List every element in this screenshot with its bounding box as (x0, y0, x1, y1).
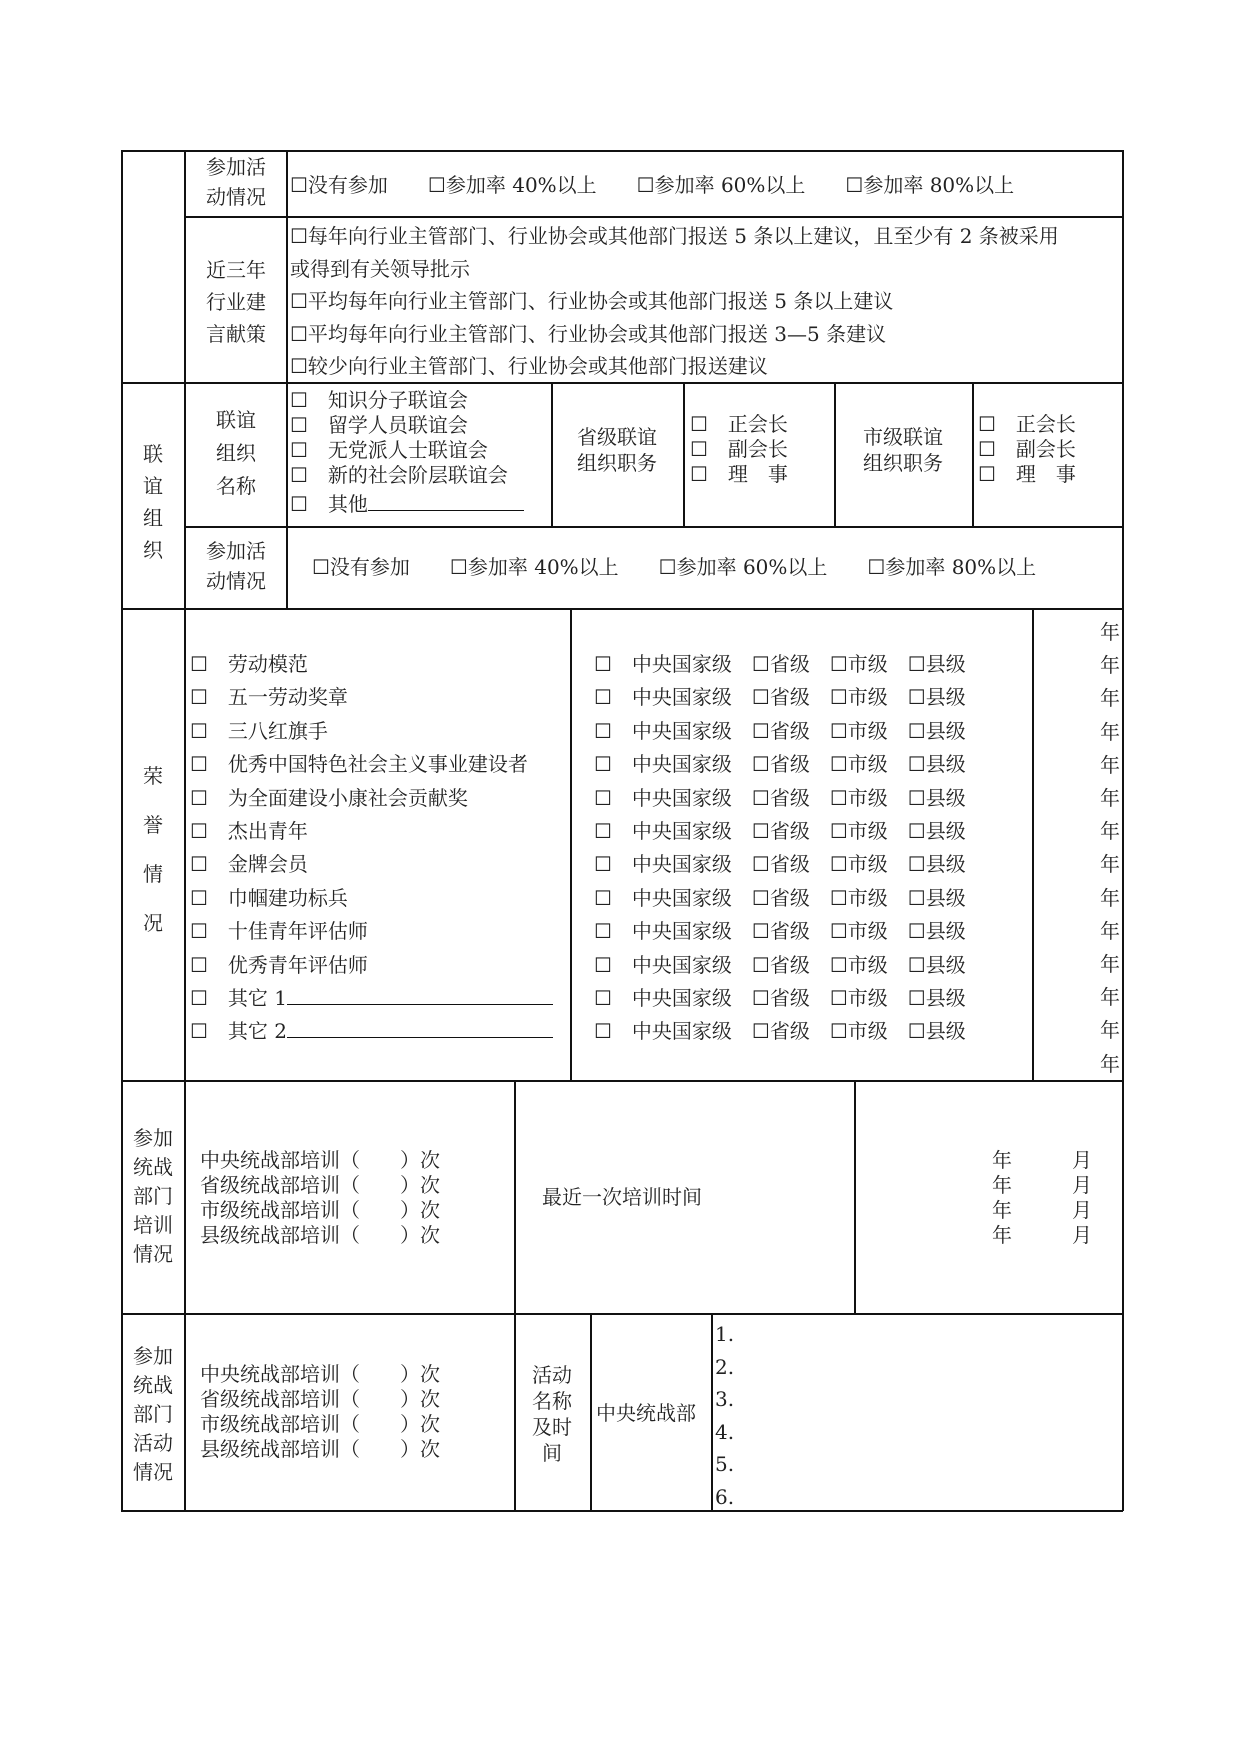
lianyi-activity-label: 参加活 动情况 (206, 539, 266, 593)
sec1-activity-label: 参加活 动情况 (206, 155, 266, 209)
role-option[interactable]: ☐ 副会长 (690, 437, 788, 461)
honor-year-list (1100, 616, 1120, 1081)
honor-level-row[interactable]: ☐ 中央国家级 ☐省级 ☐市级 ☐县级 (594, 919, 966, 944)
advice-option[interactable]: ☐平均每年向行业主管部门、行业协会或其他部门报送 5 条以上建议 (290, 289, 894, 313)
training-date[interactable]: 年 月 (992, 1198, 1092, 1222)
activity-item[interactable]: 4. (715, 1419, 735, 1444)
advice-option[interactable]: ☐平均每年向行业主管部门、行业协会或其他部门报送 3—5 条建议 (290, 321, 887, 346)
org-option-other[interactable]: ☐ 其他 (290, 488, 524, 517)
city-role-options (978, 412, 1076, 487)
training-date-list (992, 1148, 1092, 1248)
honor-level-row[interactable]: ☐ 中央国家级 ☐省级 ☐市级 ☐县级 (594, 652, 966, 676)
lianyi-name-label: 联谊 组织 名称 (216, 408, 256, 498)
honor-item[interactable]: ☐ 三八红旗手 (190, 718, 328, 743)
other-blank[interactable] (287, 982, 553, 1005)
lianyi-org-list (290, 388, 524, 517)
activity-count[interactable]: 市级统战部培训（ ）次 (200, 1412, 440, 1436)
training-date[interactable]: 年 月 (992, 1148, 1092, 1172)
lianyi-activity-options[interactable]: ☐没有参加 ☐参加率 40%以上 ☐参加率 60%以上 ☐参加率 80%以上 (312, 555, 1037, 579)
honor-item[interactable]: ☐ 其它 2 (190, 1015, 553, 1048)
activity-item[interactable]: 5. (715, 1452, 735, 1476)
training-count[interactable]: 中央统战部培训（ ）次 (200, 1148, 440, 1172)
honor-item[interactable]: ☐ 巾帼建功标兵 (190, 885, 348, 910)
city-role-label: 市级联谊 组织职务 (863, 425, 943, 475)
prov-role-label: 省级联谊 组织职务 (577, 425, 657, 475)
prov-role-options (690, 412, 788, 487)
honor-year[interactable]: 年 (1100, 786, 1120, 811)
honor-year[interactable]: 年 (1100, 852, 1120, 877)
honor-level-row[interactable]: ☐ 中央国家级 ☐省级 ☐市级 ☐县级 (594, 718, 966, 743)
training-date[interactable]: 年 月 (992, 1223, 1092, 1247)
activity-count-list (200, 1362, 440, 1462)
honor-item-list (190, 648, 553, 1049)
honor-level-row[interactable]: ☐ 中央国家级 ☐省级 ☐市级 ☐县级 (594, 885, 966, 910)
org-option[interactable]: ☐ 留学人员联谊会 (290, 413, 468, 437)
honor-level-row[interactable]: ☐ 中央国家级 ☐省级 ☐市级 ☐县级 (594, 1019, 966, 1044)
activity-count[interactable]: 省级统战部培训（ ）次 (200, 1387, 440, 1411)
honor-level-row[interactable]: ☐ 中央国家级 ☐省级 ☐市级 ☐县级 (594, 952, 966, 977)
role-option[interactable]: ☐ 理 事 (690, 462, 788, 486)
advice-option-cont: 或得到有关领导批示 (290, 256, 470, 281)
org-option[interactable]: ☐ 新的社会阶层联谊会 (290, 463, 508, 487)
activity-section-label: 参加 统战 部门 活动 情况 (133, 1344, 173, 1484)
honor-item[interactable]: ☐ 杰出青年 (190, 819, 308, 844)
activity-item[interactable]: 1. (715, 1322, 735, 1346)
honor-year[interactable]: 年 (1100, 719, 1120, 744)
role-option[interactable]: ☐ 理 事 (978, 462, 1076, 486)
activity-item[interactable]: 2. (715, 1354, 735, 1379)
sec1-activity-options[interactable]: ☐没有参加 ☐参加率 40%以上 ☐参加率 60%以上 ☐参加率 80%以上 (290, 173, 1015, 197)
honor-level-row[interactable]: ☐ 中央国家级 ☐省级 ☐市级 ☐县级 (594, 852, 966, 877)
recent-training-label: 最近一次培训时间 (542, 1185, 702, 1209)
org-option[interactable]: ☐ 知识分子联谊会 (290, 388, 468, 412)
honor-year[interactable]: 年 (1100, 653, 1120, 678)
honor-level-row[interactable]: ☐ 中央国家级 ☐省级 ☐市级 ☐县级 (594, 785, 966, 810)
role-option[interactable]: ☐ 正会长 (690, 412, 788, 436)
training-count[interactable]: 市级统战部培训（ ）次 (200, 1198, 440, 1222)
honor-item[interactable]: ☐ 五一劳动奖章 (190, 685, 348, 710)
honor-year[interactable]: 年 (1100, 952, 1120, 977)
honor-item[interactable]: ☐ 优秀青年评估师 (190, 952, 368, 977)
honor-year[interactable]: 年 (1100, 1051, 1120, 1076)
sec1-advice-label: 近三年 行业建 言献策 (206, 258, 266, 346)
honor-year[interactable]: 年 (1100, 819, 1120, 844)
honor-item[interactable]: ☐ 十佳青年评估师 (190, 919, 368, 944)
honor-year[interactable]: 年 (1100, 1018, 1120, 1043)
activity-dept-label: 中央统战部 (596, 1401, 696, 1425)
activity-item[interactable]: 6. (715, 1484, 735, 1509)
honor-year[interactable]: 年 (1100, 620, 1120, 644)
honor-year[interactable]: 年 (1100, 885, 1120, 910)
advice-option[interactable]: ☐较少向行业主管部门、行业协会或其他部门报送建议 (290, 354, 768, 378)
activity-item[interactable]: 3. (715, 1387, 735, 1411)
role-option[interactable]: ☐ 副会长 (978, 437, 1076, 461)
honor-year[interactable]: 年 (1100, 686, 1120, 711)
other-blank[interactable] (368, 488, 524, 511)
honor-item[interactable]: ☐ 为全面建设小康社会贡献奖 (190, 785, 468, 810)
honor-item[interactable]: ☐ 其它 1 (190, 982, 553, 1015)
honor-level-row[interactable]: ☐ 中央国家级 ☐省级 ☐市级 ☐县级 (594, 986, 966, 1011)
honor-section-label: 荣 誉 情 况 (143, 764, 163, 935)
training-date[interactable]: 年 月 (992, 1173, 1092, 1197)
honor-item[interactable]: ☐ 优秀中国特色社会主义事业建设者 (190, 752, 528, 777)
training-section-label: 参加 统战 部门 培训 情况 (133, 1126, 173, 1266)
activity-item-list (715, 1318, 734, 1513)
honor-level-list (594, 648, 966, 1049)
activity-count[interactable]: 中央统战部培训（ ）次 (200, 1362, 440, 1386)
honor-year[interactable]: 年 (1100, 985, 1120, 1010)
advice-option[interactable]: ☐每年向行业主管部门、行业协会或其他部门报送 5 条以上建议，且至少有 2 条被采用 (290, 224, 1059, 248)
honor-year[interactable]: 年 (1100, 918, 1120, 943)
role-option[interactable]: ☐ 正会长 (978, 412, 1076, 436)
training-count-list (200, 1148, 440, 1248)
training-count[interactable]: 县级统战部培训（ ）次 (200, 1223, 440, 1247)
honor-level-row[interactable]: ☐ 中央国家级 ☐省级 ☐市级 ☐县级 (594, 685, 966, 710)
activity-name-time-label: 活动 名称 及时 间 (532, 1363, 572, 1465)
honor-item[interactable]: ☐ 金牌会员 (190, 852, 308, 877)
other-blank[interactable] (287, 1015, 553, 1038)
honor-year[interactable]: 年 (1100, 752, 1120, 777)
org-option[interactable]: ☐ 无党派人士联谊会 (290, 438, 488, 462)
activity-count[interactable]: 县级统战部培训（ ）次 (200, 1437, 440, 1461)
honor-item[interactable]: ☐ 劳动模范 (190, 652, 308, 676)
honor-level-row[interactable]: ☐ 中央国家级 ☐省级 ☐市级 ☐县级 (594, 752, 966, 777)
sec1-advice-options (290, 220, 1059, 383)
lianyi-section-label: 联 谊 组 织 (143, 442, 163, 562)
training-count[interactable]: 省级统战部培训（ ）次 (200, 1173, 440, 1197)
honor-level-row[interactable]: ☐ 中央国家级 ☐省级 ☐市级 ☐县级 (594, 819, 966, 844)
